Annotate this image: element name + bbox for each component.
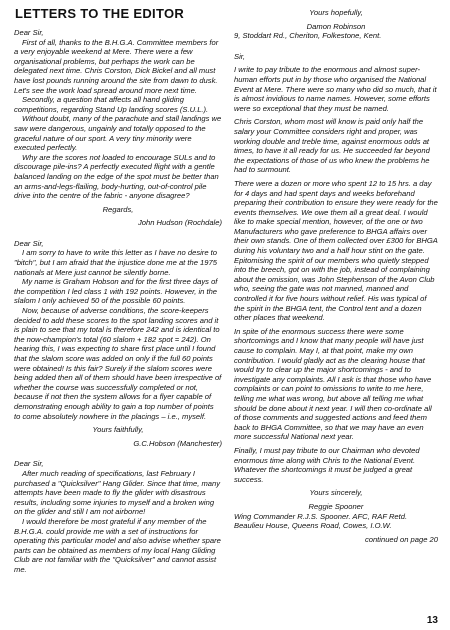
letter-signature: G.C.Hobson (Manchester) xyxy=(133,438,222,448)
letter-paragraph: I write to pay tribute to the enormous and almost super-human efforts put in by those who organised the National Event at Mere. There were so many who did so much, that it is almost invidious to name names. However, some efforts were so exceptional that they must be named. xyxy=(234,65,437,113)
letter-address: 9, Stoddart Rd., Cheriton, Folkestone, Kent. xyxy=(234,31,382,41)
letter-paragraph: Now, because of adverse conditions, the score-keepers decided to add these scores to the spot landing scores and it is plain to see that my total is therefore 242 and is identical to the now-champion's total (60 slalom + 182 spot = 242). On hearing this, I was expecting to share first place until I found that the slalom score was added on only if the full 60 points were obtained! Is this fair? Surely if the slalom scores were being added then all of them should have been irrespective of whether the course was successfully completed or not, because if not then the system allows for a flyer capable of demonstrating enough ability to gain a top number of points to come absolutely nowhere in the placings – i.e., myself. xyxy=(14,306,222,421)
letter-salutation: Dear Sir, xyxy=(14,28,44,37)
page-number: 13 xyxy=(426,615,438,626)
letter-paragraph: I would therefore be most grateful if any member of the B.H.G.A. could provide me with a set of instructions for operating this particular model and also advise whether spare parts can be obtained as members of my local Hang Gliding Club are not familiar with the "Quicksilver" and cannot assist me. xyxy=(14,516,221,574)
left-column xyxy=(14,28,222,574)
letter-closing: Regards, xyxy=(102,204,134,214)
letter-paragraph: Why are the scores not loaded to encourage SULs and to discourage pile-ins? A perfectly executed flight with a gentle balanced landing on the edge of the spot must be better than an arms-and-legs-flailing, body-hurting, out-of-control pile drive into the centre of the fabric - anyone disagree? xyxy=(14,152,219,201)
letter-closing: Yours hopefully, xyxy=(309,8,363,17)
letter-spooner xyxy=(234,52,438,545)
letter-signature: Damon Robinson xyxy=(306,21,366,31)
letter-salutation: Dear Sir, xyxy=(14,238,44,248)
letter-salutation: Sir, xyxy=(234,51,245,61)
letter-hobson xyxy=(14,239,222,448)
page-heading: LETTERS TO THE EDITOR xyxy=(15,6,185,21)
letter-signature: Reggie Spooner xyxy=(308,501,364,511)
letter-salutation: Dear Sir, xyxy=(14,459,44,469)
letter-paragraph: There were a dozen or more who spent 12 to 15 hrs. a day for 4 days and had spent days and weeks beforehand preparing their contribution to ensure they were ready for the events themselves. We owe them all a great deal. I would like to make special mention, however, of the one or two Manufacturers who gave preference to BHGA affairs over their own stands. One of them collected over £300 for BHGA during his voluntary two and a half hour stint on the gate. Epitomising the spirit of our members who quietly stepped into the breech, got on with the job, instead of complaining about the omission, was John Stephenson of the Avon Club who, seeing the gate was not manned, manned and controlled it for five hours without relief. His was typical of the spirit in the BHGA tent, the Control tent and a dozen other places that weekend. xyxy=(234,178,438,323)
letter-paragraph: Secondly, a question that affects all hand gliding competitions, regarding Stand Up landing scores (S.U.L.). xyxy=(14,95,209,114)
letter-paragraph: Without doubt, many of the parachute and stall landings we saw were dangerous, ungainly and totally opposed to the graceful nature of our sport. A very tiny minority were executed perfectly. xyxy=(14,114,222,153)
letter-signature: John Hudson (Rochdale) xyxy=(137,218,222,228)
letter-robinson-part2 xyxy=(234,4,438,41)
letter-paragraph: First of all, thanks to the B.H.G.A. Committee members for a very enjoyable weekend at Mere. There were a few organisational problems, but perhaps the work can be delegated next time. Chris Corston, Dick Bickel and all must have lost pounds running around the site from dawn to dusk. Let's see the work load spread around more next time. xyxy=(14,37,219,95)
letter-signatory-title: Wing Commander R.J.S. Spooner. AFC, RAF Retd. xyxy=(234,511,408,521)
letter-hudson xyxy=(14,28,222,228)
continued-note: continued on page 20 xyxy=(364,534,438,544)
letter-paragraph: I am sorry to have to write this letter as I have no desire to "bitch", but I am afraid that the injustice done me at the 1975 nationals at Mere just cannot be silently borne. xyxy=(14,248,217,277)
letter-paragraph: Chris Corston, whom most will know is paid only half the salary your Committee considers right and proper, was working double and treble time, against enormous odds at times, to have it all ready for us. He succeeded far beyond the expectations of those of us who knew the problems he had to surmount. xyxy=(234,117,430,175)
letter-closing: Yours faithfully, xyxy=(92,425,144,435)
right-column xyxy=(234,4,438,544)
letter-address: Beaulieu House, Queens Road, Cowes, I.O.W. xyxy=(234,521,392,531)
letter-robinson-part1 xyxy=(14,459,222,574)
letter-paragraph: Finally, I must pay tribute to our Chairman who devoted enormous time along with Chris to the National Event. Whatever the shortcomings it must be judged a great success. xyxy=(234,445,420,484)
letter-paragraph: In spite of the enormous success there were some shortcomings and I know that many people will have just cause to complain. May I, at that point, make my own contribution. I would gladly act as the clearing house that would try to clear up the major shortcomings - and to investigate any complaints. All I ask is that those who have complaints or can point to omissions to write to me here, telling me what was wrong, but above all telling me what should be done about it next year. I will then co-ordinate all of those comments and suggested actions and feed them back to BHGA Committee, so that we may have an even more successful National next year. xyxy=(234,326,432,442)
letter-paragraph: My name is Graham Hobson and for the first three days of the competition I led class 1 with 192 points. However, in the slalom I only achieved 50 of the possible 60 points. xyxy=(14,277,218,306)
letter-closing: Yours sincerely, xyxy=(309,488,363,498)
letter-paragraph: After much reading of specifications, last February I purchased a "Quicksilver" Hang Glider. Since that time, many attempts have been made to fly the glider with disastrous results, including some injuries to myself and a broken wing on the glider and still I am not airborne! xyxy=(14,468,221,517)
